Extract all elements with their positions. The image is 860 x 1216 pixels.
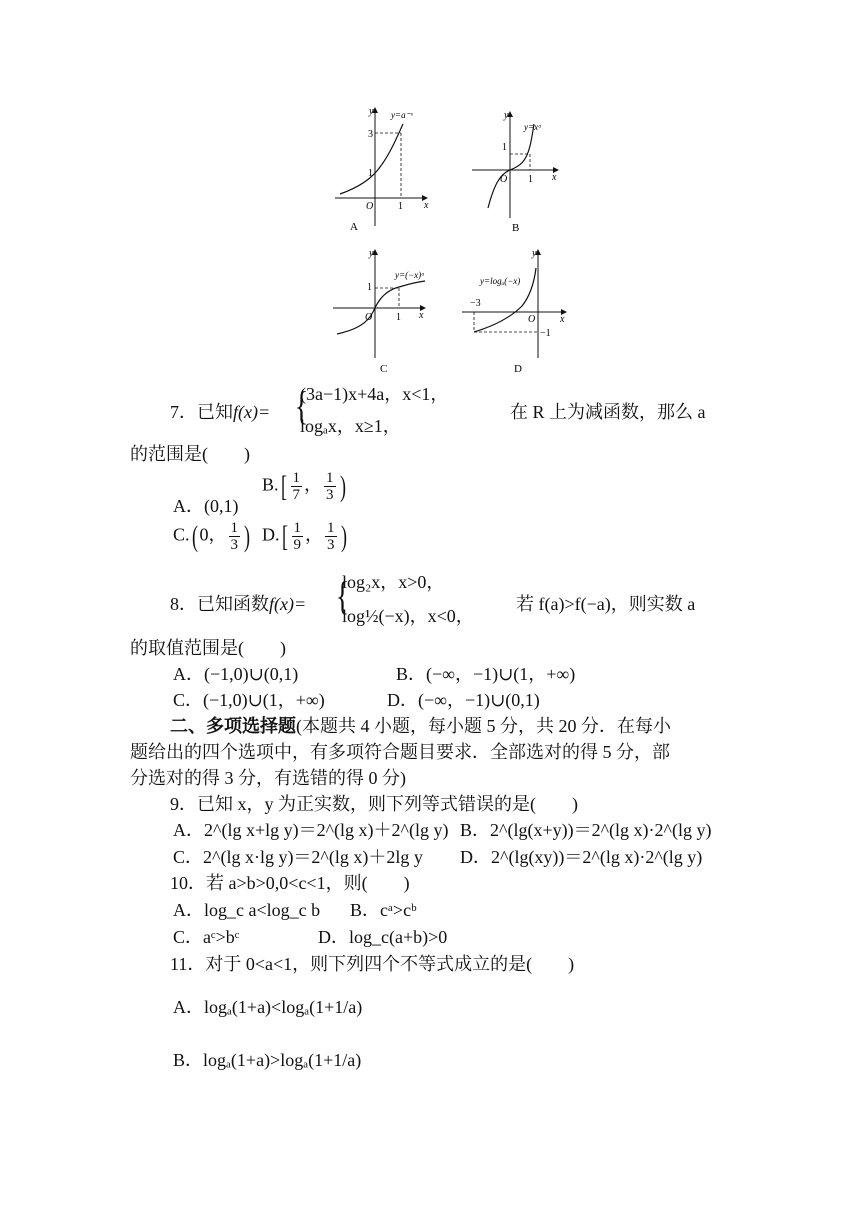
q7-option-a: A．(0,1)	[173, 496, 239, 516]
graph-c-x: x	[419, 310, 424, 321]
q7-option-c: C.( 0， $\frac{1}{3}$ )	[173, 519, 251, 553]
graph-a-origin: O	[366, 201, 374, 212]
q11-option-b: B．logₐ(1+a)>logₐ(1+1/a)	[173, 1050, 362, 1070]
graph-b-one-x: 1	[528, 174, 533, 185]
q9-option-b: B．2^(lg(x+y))＝2^(lg x)·2^(lg y)	[460, 820, 712, 840]
graph-a-one-y: 1	[368, 168, 373, 179]
q9-option-d: D．2^(lg(xy))＝2^(lg x)·2^(lg y)	[460, 847, 703, 867]
graph-d-eq: y=logₐ(−x)	[480, 276, 521, 286]
graph-d-origin: O	[528, 314, 536, 325]
graph-a-x: x	[424, 200, 429, 211]
q7-brace: {	[294, 383, 309, 428]
q8-suffix: 若 f(a)>f(−a)，则实数 a	[516, 594, 696, 614]
graph-a-caption: A	[350, 221, 358, 233]
q8-option-c: C．(−1,0)∪(1，+∞)	[173, 690, 325, 710]
graph-b-y: y	[504, 110, 509, 121]
graph-d-caption: D	[514, 363, 522, 375]
graph-d-y: y	[532, 248, 537, 259]
graph-a-ytick: 3	[368, 129, 373, 140]
q8-option-a: A．(−1,0)∪(0,1)	[173, 664, 299, 684]
graph-d	[462, 248, 572, 376]
q10-option-c: C．aᶜ>bᶜ	[173, 927, 240, 947]
q10-stem: 10．若 a>b>0,0<c<1，则( )	[170, 873, 410, 893]
q8-option-b: B．(−∞，−1)∪(1，+∞)	[396, 664, 576, 684]
q7-case2: logₐx，x≥1，	[300, 416, 401, 436]
q8-case2: log½(−x)，x<0，	[342, 606, 474, 626]
q11-option-a: A．logₐ(1+a)<logₐ(1+1/a)	[173, 997, 363, 1017]
q7-option-d: D.[ $\frac{1}{9}$ ， $\frac{1}{3}$ )	[262, 519, 347, 553]
q10-option-d: D．log_c(a+b)>0	[318, 927, 448, 947]
graph-b	[470, 110, 565, 235]
section2-line1: 二、多项选择题(本题共 4 小题，每小题 5 分，共 20 分．在每小	[170, 716, 671, 736]
q7-suffix: 在 R 上为减函数，那么 a	[510, 402, 706, 422]
graph-c-y: y	[369, 248, 374, 259]
q8-line2: 的取值范围是( )	[130, 638, 286, 658]
q7-prefix: 7．已知f(x)=	[170, 402, 271, 422]
q8-case1: log₂x，x>0，	[342, 572, 445, 592]
graph-c-one-x: 1	[396, 312, 401, 323]
q7-line2: 的范围是( )	[130, 444, 250, 464]
q7-option-b: B.[ $\frac{1}{7}$ ， $\frac{1}{3}$ )	[262, 469, 346, 503]
graph-c-eq: y=(−x)ᵃ	[395, 270, 425, 280]
graph-c-origin: O	[365, 312, 373, 323]
graph-c-one-y: 1	[367, 282, 372, 293]
q10-option-b: B．cᵃ>cᵇ	[350, 900, 417, 920]
graph-a-one-x: 1	[398, 201, 403, 212]
q8-prefix: 8．已知函数f(x)=	[170, 594, 307, 614]
section2-title: 二、多项选择题	[170, 716, 296, 736]
graph-a-y: y	[369, 106, 374, 117]
section2-line3: 分选对的得 3 分，有选错的得 0 分)	[130, 768, 406, 788]
q7-case1: (3a−1)x+4a，x<1，	[300, 384, 449, 404]
q8-option-d: D．(−∞，−1)∪(0,1)	[387, 690, 540, 710]
q11-stem: 11．对于 0<a<1，则下列四个不等式成立的是( )	[170, 954, 575, 974]
graph-b-one-y: 1	[502, 142, 507, 153]
graph-d-neg3: −3	[470, 298, 481, 309]
graph-d-neg1: −1	[540, 328, 551, 339]
graph-c	[333, 248, 433, 376]
graph-a	[335, 102, 435, 237]
q10-option-a: A．log_c a<log_c b	[173, 900, 321, 920]
graph-b-x: x	[552, 172, 557, 183]
graph-d-x: x	[560, 314, 565, 325]
q9-option-c: C．2^(lg x·lg y)＝2^(lg x)＋2lg y	[173, 847, 423, 867]
section2-line2: 题给出的四个选项中，有多项符合题目要求．全部选对的得 5 分，部	[130, 742, 670, 762]
graph-b-eq: y=xᵃ	[524, 122, 542, 132]
graph-c-caption: C	[380, 363, 388, 375]
graph-b-caption: B	[512, 222, 520, 234]
q8-brace: {	[335, 573, 350, 618]
q9-stem: 9．已知 x，y 为正实数，则下列等式错误的是( )	[170, 794, 578, 814]
graph-a-eq: y=a⁻ˣ	[391, 110, 413, 120]
graph-b-origin: O	[500, 174, 508, 185]
q9-option-a: A．2^(lg x+lg y)＝2^(lg x)＋2^(lg y)	[173, 820, 449, 840]
